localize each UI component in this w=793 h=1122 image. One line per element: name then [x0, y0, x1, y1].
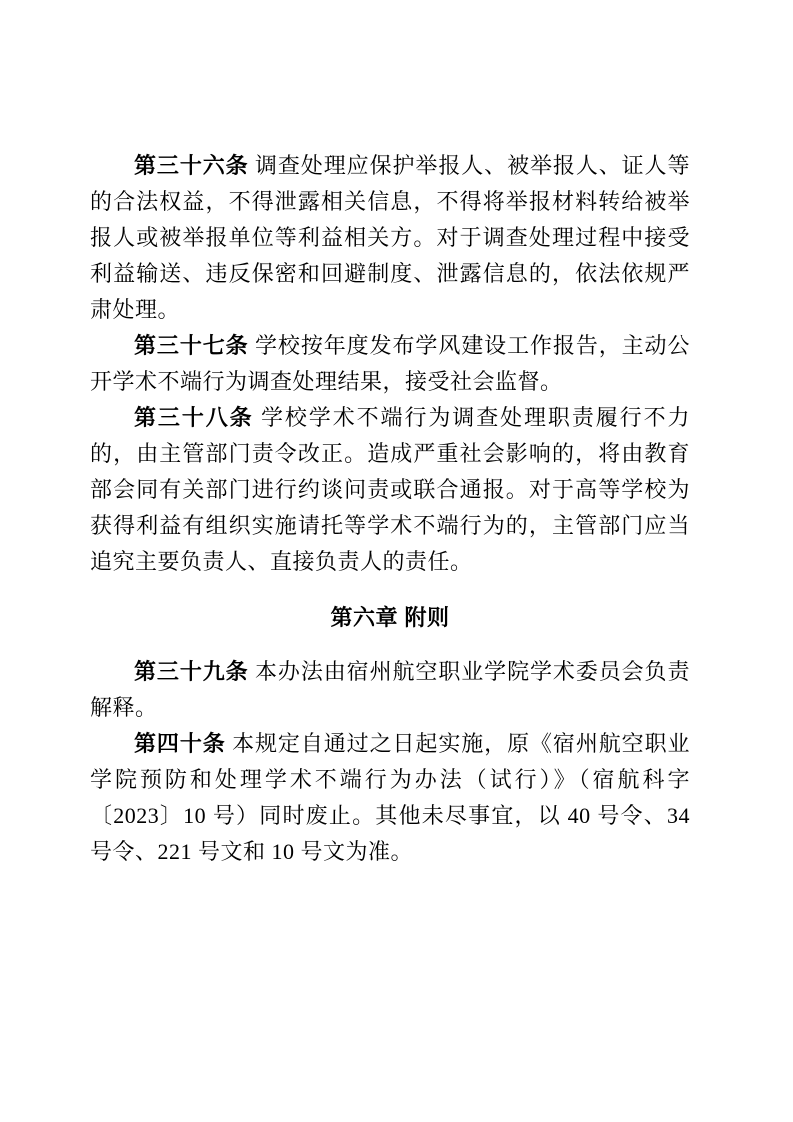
article-text: 学校学术不端行为调查处理职责履行不力的，由主管部门责令改正。造成严重社会影响的，将由教育部会同有关部门进行约谈问责或联合通报。对于高等学校为获得利益有组织实施请托等学术不端行为的，主管部门应当追究主要负责人、直接负责人的责任。	[90, 405, 690, 574]
document-content	[90, 148, 690, 870]
article-number: 第四十条	[134, 731, 226, 756]
article-number: 第三十七条	[134, 333, 249, 358]
article-number: 第三十八条	[134, 405, 254, 430]
document-paragraph	[90, 726, 690, 870]
article-number: 第三十六条	[134, 153, 249, 178]
document-paragraph	[90, 148, 690, 328]
article-number: 第三十九条	[134, 659, 249, 684]
article-text: 调查处理应保护举报人、被举报人、证人等的合法权益，不得泄露相关信息，不得将举报材料转给被举报人或被举报单位等利益相关方。对于调查处理过程中接受利益输送、违反保密和回避制度、泄露信息的，依法依规严肃处理。	[90, 153, 690, 322]
chapter-heading: 第六章 附则	[330, 605, 450, 630]
article-text: 学校按年度发布学风建设工作报告，主动公开学术不端行为调查处理结果，接受社会监督。	[90, 333, 690, 394]
document-paragraph	[90, 400, 690, 580]
article-text: 本规定自通过之日起实施，原《宿州航空职业学院预防和处理学术不端行为办法（试行）》（宿航科字〔2023〕10 号）同时废止。其他未尽事宜，以 40 号令、34 号令、221 号文和 10 号文为准。	[90, 731, 690, 864]
document-paragraph	[90, 328, 690, 400]
document-paragraph	[90, 654, 690, 726]
article-text: 本办法由宿州航空职业学院学术委员会负责解释。	[90, 659, 690, 720]
